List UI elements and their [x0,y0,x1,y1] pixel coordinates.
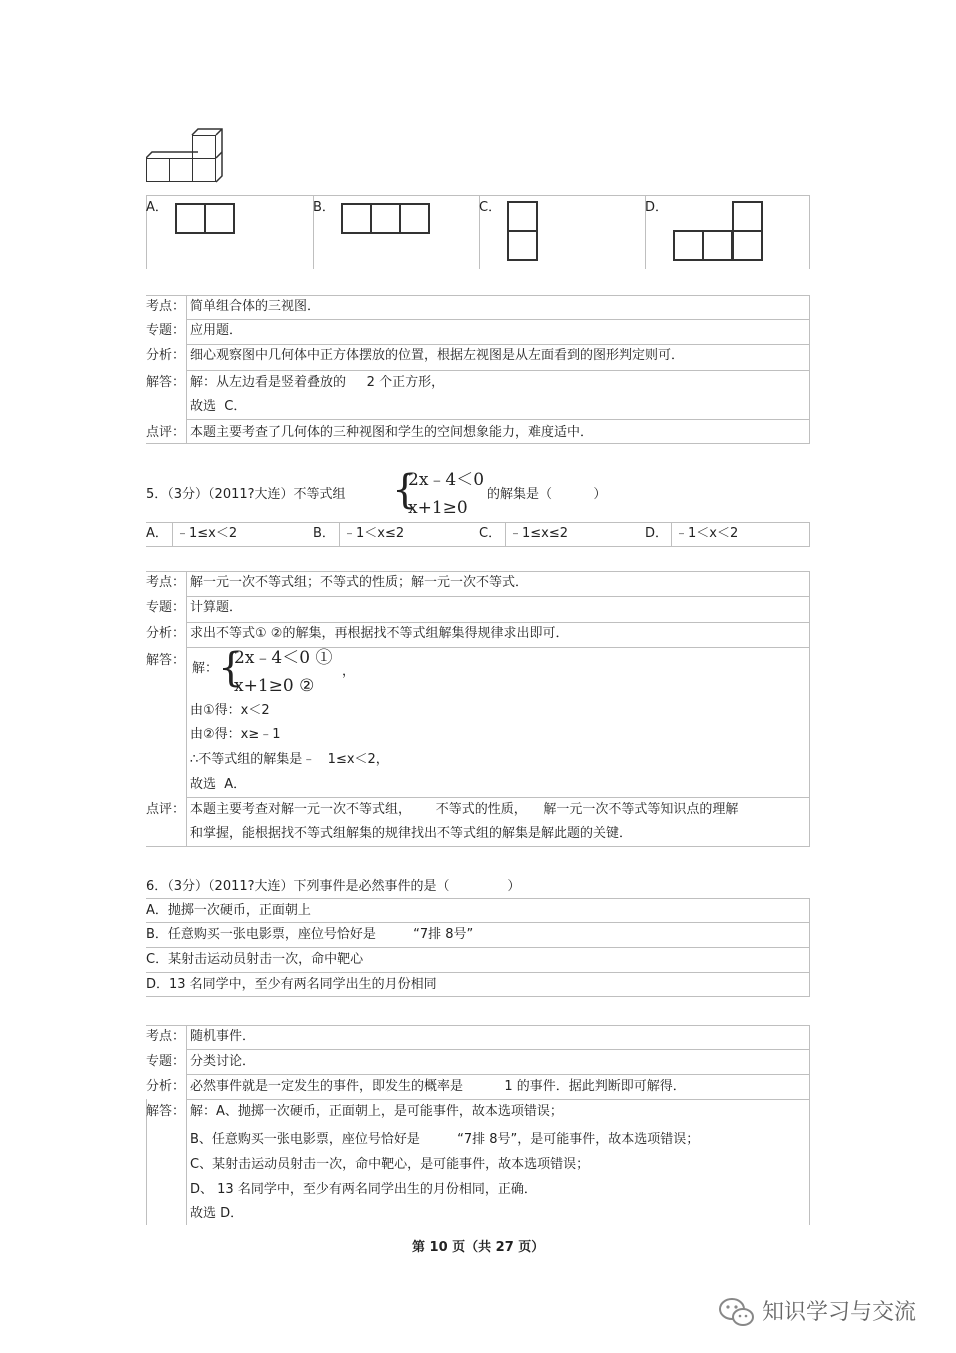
q6-option-b[interactable]: B．任意购买一张电影票，座位号恰好是 “7排 8号” [146,927,474,942]
q5-fenxi-text: 求出不等式① ②的解集，再根据找不等式组解集得规律求出即可． [190,626,569,641]
q6-option-c[interactable]: C．某射击运动员射击一次，命中靶心 [146,952,364,967]
q6-jieda-line3: C、某射击运动员射击一次，命中靶心，是可能事件，故本选项错误； [190,1157,590,1172]
q6-option-d[interactable]: D．13 名同学中，至少有两名同学出生的月份相同 [146,977,437,992]
q4-zhuanti-label: 专题： [146,323,186,338]
q5-dianping-line2: 和掌握，能根据找不等式组解集的规律找出不等式组的解集是解此题的关键． [190,826,633,841]
q6-stem: 6．（3分）（2011?大连）下列事件是必然事件的是（ ） [146,879,521,894]
q5-zhuanti-text: 计算题． [190,600,243,615]
q5-option-c-text[interactable]: ﹣1≤x≤2 [509,526,569,541]
q5-ineq2: x+1≥0 [408,498,468,518]
q5-sol-ineq2: x+1≥0 ② [234,676,315,696]
q5-stem-suffix: 的解集是（ ） [487,487,607,502]
q6-fenxi-text: 必然事件就是一定发生的事件，即发生的概率是 1 的事件．据此判断即可解得． [190,1079,686,1094]
q6-zhuanti-text: 分类讨论． [190,1054,256,1069]
q5-sol-ineq1: 2x﹣4＜0 ① [234,648,333,668]
q4-zhuanti-text: 应用题． [190,323,243,338]
q5-stem-prefix: 5．（3分）（2011?大连）不等式组 [146,487,346,502]
q6-zhuanti-label: 专题： [146,1054,186,1069]
q5-dianping-label: 点评： [146,802,186,817]
q5-jieda-label: 解答： [146,653,186,668]
q6-kaodian-text: 随机事件． [190,1029,256,1044]
q5-option-d-text[interactable]: ﹣1＜x＜2 [675,526,739,541]
q4-jieda-line1: 解：从左边看是竖着叠放的 2 个正方形， [190,375,445,390]
q4-fenxi-label: 分析： [146,348,186,363]
q6-option-a[interactable]: A．抛掷一次硬币，正面朝上 [146,903,311,918]
q4-fenxi-text: 细心观察图中几何体中正方体摆放的位置，根据左视图是从左面看到的图形判定则可． [190,348,685,363]
q5-sol-comma: ， [342,664,356,679]
q5-step1: 由①得：x＜2 [190,703,270,718]
q5-brace: { [392,467,418,513]
q4-kaodian-label: 考点： [146,299,186,314]
q5-option-c-letter[interactable]: C． [479,526,502,541]
q4-dianping-label: 点评： [146,425,186,440]
q6-fenxi-label: 分析： [146,1079,186,1094]
q5-jie: 解： [192,661,219,676]
q4-option-b-letter[interactable]: B． [313,200,335,215]
wechat-icon [718,1297,756,1329]
q5-step2: 由②得：x≥﹣1 [190,727,281,742]
q5-option-b-letter[interactable]: B． [313,526,335,541]
q5-dianping-line1: 本题主要考查对解一元一次不等式组， 不等式的性质， 解一元一次不等式等知识点的理解 [190,802,739,817]
q5-step4: 故选 A． [190,777,247,792]
q5-step3: ∴不等式组的解集是﹣ 1≤x＜2， [190,752,389,767]
q5-fenxi-label: 分析： [146,626,186,641]
q5-solution-brace: { [218,645,244,691]
q4-option-c-letter[interactable]: C． [479,200,502,215]
q4-jieda-line2: 故选 C． [190,399,247,414]
watermark-text: 知识学习与交流 [762,1300,917,1325]
q4-dianping-text: 本题主要考查了几何体的三种视图和学生的空间想象能力，难度适中． [190,425,594,440]
q5-zhuanti-label: 专题： [146,600,186,615]
q6-jieda-line1: 解：A、抛掷一次硬币，正面朝上，是可能事件，故本选项错误； [190,1104,563,1119]
q5-option-b-text[interactable]: ﹣1＜x≤2 [343,526,405,541]
q6-jieda-line4: D、 13 名同学中，至少有两名同学出生的月份相同，正确． [190,1182,537,1197]
cube-stack-figure [146,128,226,188]
q5-option-d-letter[interactable]: D． [645,526,669,541]
q4-jieda-label: 解答： [146,375,186,390]
q5-option-a-letter[interactable]: A． [146,526,168,541]
q4-option-d-letter[interactable]: D． [645,200,669,215]
q5-ineq1: 2x﹣4＜0 [408,470,485,490]
page-number: 第 10 页（共 27 页） [412,1240,545,1255]
q6-jieda-line2: B、任意购买一张电影票，座位号恰好是 “7排 8号”，是可能事件，故本选项错误； [190,1132,700,1147]
q4-option-a-letter[interactable]: A． [146,200,168,215]
q6-jieda-label: 解答： [146,1104,186,1119]
q6-jieda-line5: 故选 D． [190,1206,244,1221]
q5-kaodian-text: 解一元一次不等式组；不等式的性质；解一元一次不等式． [190,575,529,590]
q5-kaodian-label: 考点： [146,575,186,590]
q4-kaodian-text: 简单组合体的三视图． [190,299,321,314]
q6-kaodian-label: 考点： [146,1029,186,1044]
q5-option-a-text[interactable]: ﹣1≤x＜2 [176,526,238,541]
